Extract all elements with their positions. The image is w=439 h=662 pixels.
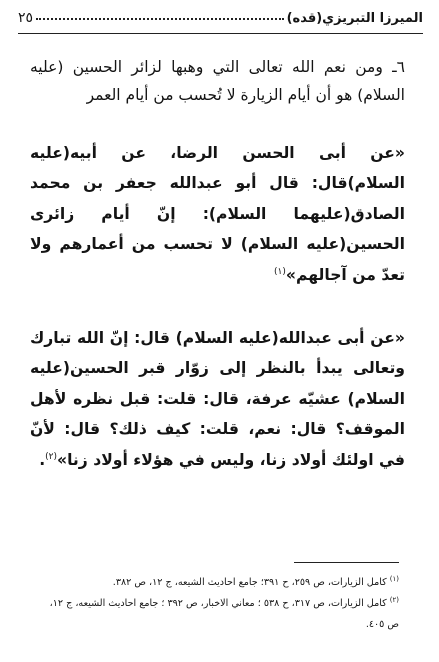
hadith-quote-1: [30, 138, 405, 291]
header-title: الميرزا التبريزي(قده): [286, 10, 423, 26]
footnote-1-marker: (١): [389, 574, 399, 583]
header-dot-leader: [36, 17, 284, 20]
footnote-2-marker: (٢): [389, 596, 399, 605]
footnote-1: [36, 572, 399, 593]
footnote-1-text: كامل الزيارات، ص ٢٥٩، ح ٣٩١؛ جامع احاديث الشيعه، ج ١٢، ص ٣٨٢.: [112, 577, 387, 588]
main-text: [30, 54, 405, 476]
footnote-2-text: كامل الزيارات، ص ٣١٧، ح ٥٣٨ ؛ معاني الاخبار، ص ٣٩٢ ؛ جامع احاديث الشيعه، ج ١٢، ص ٤٠٥.: [49, 598, 399, 631]
footnote-ref-2: (٢): [45, 451, 57, 462]
footnote-ref-1: (١): [274, 266, 286, 277]
page-number: ٢٥: [18, 10, 34, 26]
footnote-separator: [294, 562, 399, 563]
header-rule: [18, 33, 423, 34]
paragraph-6-text: ٦ـ ومن نعم الله تعالى التي وهبها لزائر الحسين (عليه السلام) هو أن أيام الزيارة لا تُحسب من أيام العمر: [30, 58, 405, 104]
footnotes: [36, 572, 399, 636]
paragraph-6: [30, 54, 405, 110]
hadith-quote-2-end: .: [39, 450, 46, 469]
running-header: [18, 6, 423, 30]
hadith-quote-2: [30, 323, 405, 476]
hadith-quote-2-text: «عن أبى عبدالله(عليه السلام) قال: إنّ الله تبارك وتعالى يبدأ بالنظر إلى زوّار قبر الحسين(عليه السلام) عشيّه عرفة، قال: قلت: قبل نظره لأهل الموقف؟ قال: نعم، قلت: كيف ذلك؟ قال: لأنّ في اولئك أولاد زنا، وليس في هؤلاء أولاد زنا»: [30, 328, 405, 469]
footnote-2: [36, 593, 399, 635]
hadith-quote-1-text: «عن أبى الحسن الرضا، عن أبيه(عليه السلام)قال: قال أبو عبدالله جعفر بن محمد الصادق(عليهما السلام): إنّ أيام زائرى الحسين(عليه السلام) لا تحسب من أعمارهم ولا تعدّ من آجالهم»: [30, 143, 405, 284]
